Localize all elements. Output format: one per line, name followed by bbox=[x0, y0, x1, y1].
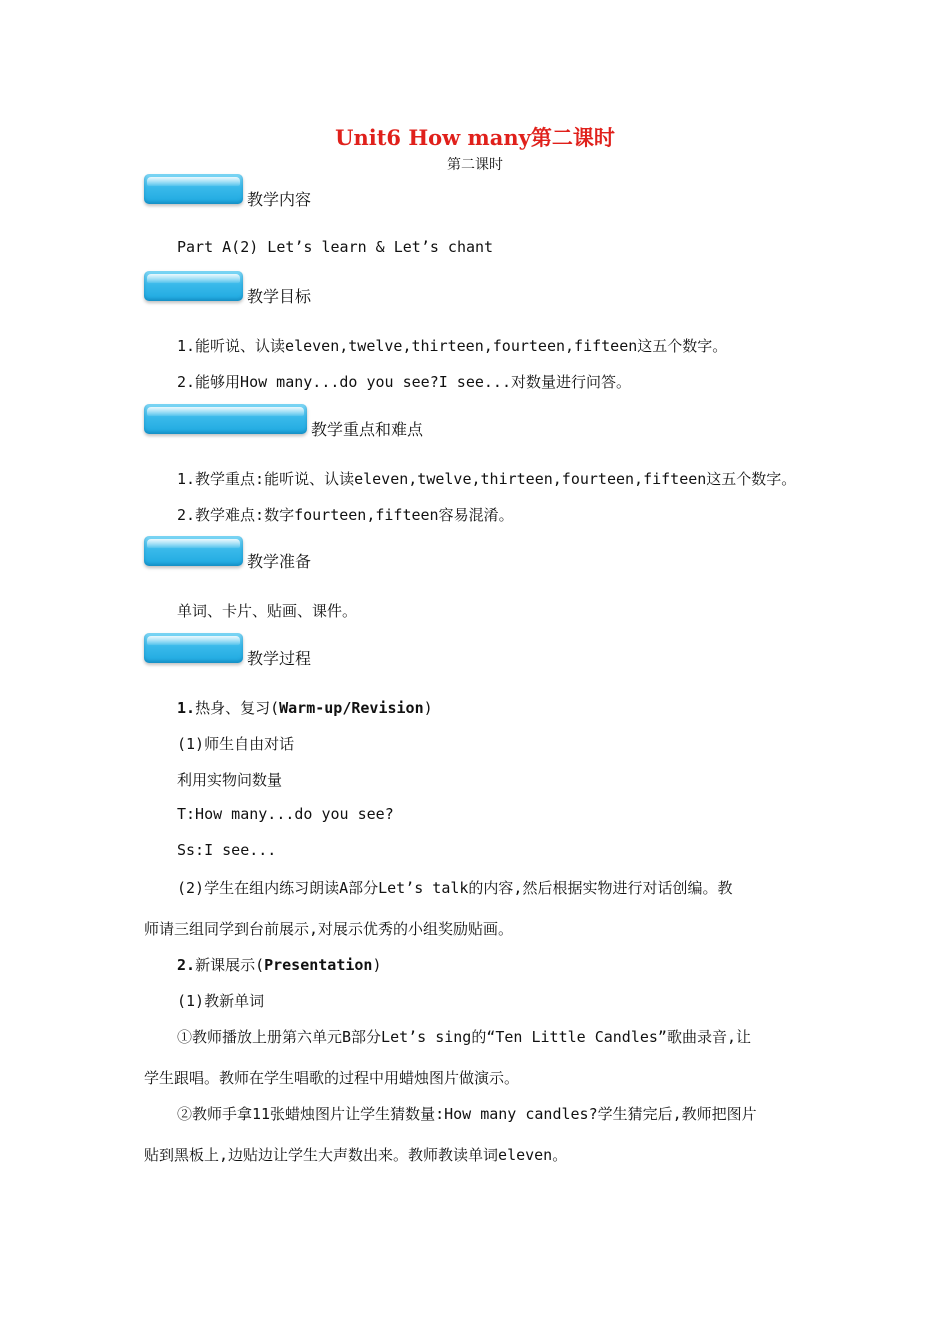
section-heading: 教学过程 bbox=[247, 649, 312, 668]
prep-text: 单词、卡片、贴画、课件。 bbox=[177, 602, 358, 620]
page-title: Unit6 How many第二课时 bbox=[335, 125, 615, 150]
goal-item-2: 2.能够用How many...do you see?I see...对数量进行问答。 bbox=[177, 373, 631, 391]
section-header-prep bbox=[144, 536, 344, 570]
item2-line1: ②教师手拿11张蜡烛图片让学生猜数量:How many candles?学生猜完后,教师把图片 bbox=[177, 1105, 757, 1123]
step1-sub1-text: 利用实物问数量 bbox=[177, 771, 283, 789]
item1-line2: 学生跟唱。教师在学生唱歌的过程中用蜡烛图片做演示。 bbox=[144, 1069, 520, 1087]
section-badge bbox=[144, 633, 243, 663]
key-point-item-1: 1.教学重点:能听说、认读eleven,twelve,thirteen,fourteen,fifteen这五个数字。 bbox=[177, 470, 797, 488]
step-label: 新课展示( bbox=[195, 956, 265, 974]
key-point-item-2: 2.教学难点:数字fourteen,fifteen容易混淆。 bbox=[177, 506, 514, 524]
step-number: 2. bbox=[177, 956, 196, 974]
section-heading: 教学重点和难点 bbox=[311, 420, 424, 439]
section-heading: 教学内容 bbox=[247, 190, 312, 209]
section-badge bbox=[144, 271, 243, 301]
dialog-teacher: T:How many...do you see? bbox=[177, 805, 394, 823]
step1-sub2-line1: (2)学生在组内练习朗读A部分Let’s talk的内容,然后根据实物进行对话创编。教 bbox=[177, 879, 733, 897]
step-close: ) bbox=[372, 956, 382, 974]
step-english: Warm-up/Revision bbox=[279, 699, 424, 717]
step-number: 1. bbox=[177, 699, 196, 717]
section-badge bbox=[144, 536, 243, 566]
section-badge bbox=[144, 404, 307, 434]
step1-sub2-line2: 师请三组同学到台前展示,对展示优秀的小组奖励贴画。 bbox=[144, 920, 514, 938]
step-label: 热身、复习( bbox=[195, 699, 280, 717]
goal-item-1: 1.能听说、认读eleven,twelve,thirteen,fourteen,fifteen这五个数字。 bbox=[177, 337, 728, 355]
section-header-content bbox=[144, 174, 344, 208]
step-close: ) bbox=[423, 699, 433, 717]
step2-sub1: (1)教新单词 bbox=[177, 992, 265, 1010]
process-step-2 bbox=[177, 954, 382, 975]
section-header-goals bbox=[144, 271, 344, 305]
content-text: Part A(2) Let’s learn & Let’s chant bbox=[177, 238, 494, 256]
process-step-1 bbox=[177, 697, 433, 718]
section-badge bbox=[144, 174, 243, 204]
step1-sub1: (1)师生自由对话 bbox=[177, 735, 295, 753]
item1-line1: ①教师播放上册第六单元B部分Let’s sing的“Ten Little Candles”歌曲录音,让 bbox=[177, 1028, 751, 1046]
section-header-process bbox=[144, 633, 344, 667]
page-subtitle: 第二课时 bbox=[447, 157, 503, 173]
item2-line2: 贴到黑板上,边贴边让学生大声数出来。教师教读单词eleven。 bbox=[144, 1146, 568, 1164]
section-header-key-points bbox=[144, 404, 444, 438]
dialog-students: Ss:I see... bbox=[177, 841, 277, 859]
step-english: Presentation bbox=[264, 956, 373, 974]
section-heading: 教学准备 bbox=[247, 552, 312, 571]
section-heading: 教学目标 bbox=[247, 287, 312, 306]
